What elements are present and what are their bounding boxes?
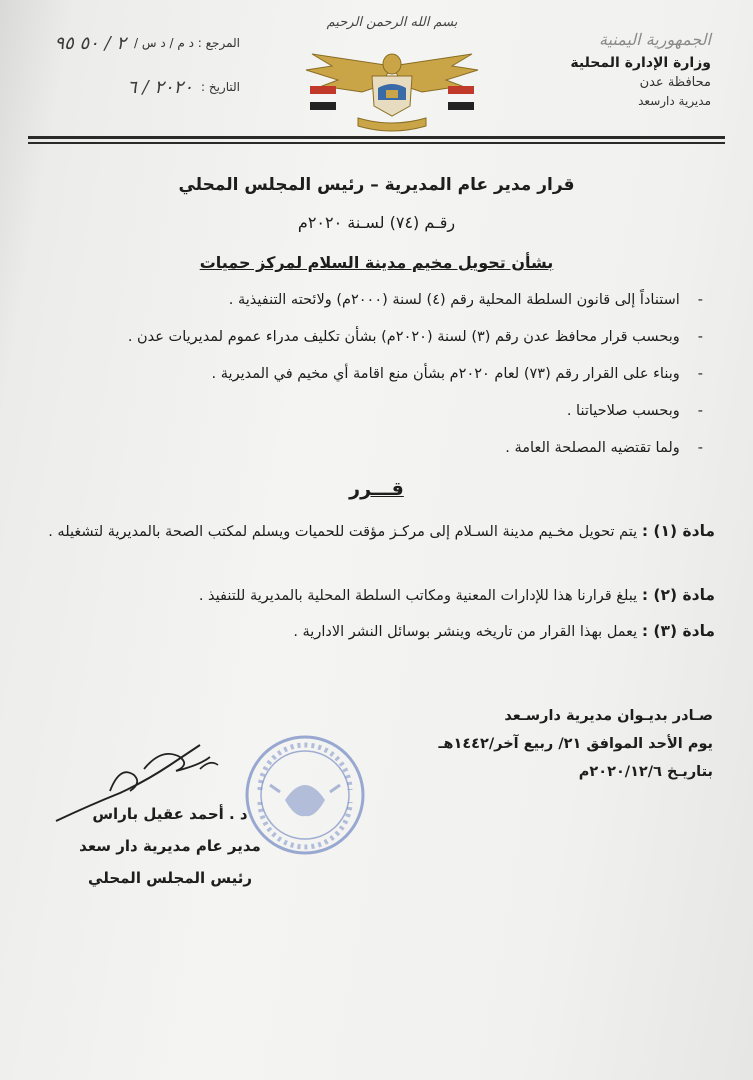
date-label: التاريخ : bbox=[200, 80, 240, 94]
preamble-list bbox=[50, 292, 703, 477]
issued-place: صـادر بديـوان مديرية دارسـعد bbox=[504, 708, 713, 724]
signatory-position: مدير عام مديرية دار سعد bbox=[79, 837, 261, 855]
article-label: مادة (٣) : bbox=[641, 622, 715, 640]
preamble-item: - ولما تقتضيه المصلحة العامة . bbox=[505, 440, 703, 456]
article-text: يتم تحويل مخـيم مدينة السـلام إلى مركـز مؤقت للحميات ويسلم لمكتب الصحة بالمديرية لتشغيله . bbox=[48, 524, 638, 540]
yemen-emblem bbox=[292, 10, 492, 140]
date-value: ٢٠٢٠ / ٦ bbox=[127, 76, 193, 98]
decision-subject: بشأن تحويل مخيم مدينة السلام لمركز حميات bbox=[199, 253, 554, 272]
directorate-name: مديرية دارسعد bbox=[638, 94, 711, 108]
signature-block bbox=[60, 805, 280, 887]
eagle-emblem-icon bbox=[292, 36, 492, 136]
preamble-item: - وبناء على القرار رقم (٧٣) لعام ٢٠٢٠م بشأن منع اقامة أي مخيم في المديرية . bbox=[211, 366, 703, 382]
decision-heading: قـــرر bbox=[349, 478, 404, 500]
decision-title: قرار مدير عام المديرية – رئيس المجلس المحلي bbox=[178, 175, 575, 195]
article-label: مادة (١) : bbox=[641, 522, 715, 540]
issued-gregorian-date: بتاريـخ ٢٠٢٠/١٢/٦م bbox=[578, 764, 713, 780]
article-3 bbox=[35, 618, 715, 646]
preamble-item: - استناداً إلى قانون السلطة المحلية رقم (٤) لسنة (٢٠٠٠م) ولائحته التنفيذية . bbox=[228, 292, 703, 308]
basmala: بسم الله الرحمن الرحيم bbox=[326, 15, 458, 30]
ministry-name: وزارة الإدارة المحلية bbox=[570, 55, 711, 71]
letterhead-reference bbox=[20, 30, 240, 100]
header-rule-thick bbox=[28, 136, 725, 139]
signatory-name: د . أحمد عقيل باراس bbox=[92, 805, 248, 823]
header-rule-thin bbox=[28, 142, 725, 144]
issued-hijri-date: يوم الأحد الموافق ٢١/ ربيع آخر/١٤٤٢هـ bbox=[438, 736, 713, 752]
article-2 bbox=[35, 582, 715, 610]
article-label: مادة (٢) : bbox=[641, 586, 715, 604]
article-1 bbox=[35, 518, 715, 546]
reference-value: ٢ / ٥٠ ٩٥ bbox=[54, 32, 127, 54]
decision-number: رقـم (٧٤) لسـنة ٢٠٢٠م bbox=[297, 213, 456, 232]
governorate-name: محافظة عدن bbox=[639, 75, 711, 90]
preamble-item: - وبحسب قرار محافظ عدن رقم (٣) لسنة (٢٠٢٠م) بشأن تكليف مدراء عموم لمديريات عدن . bbox=[127, 329, 703, 345]
signatory-title: رئيس المجلس المحلي bbox=[88, 869, 252, 887]
letterhead-ministry bbox=[521, 30, 711, 108]
article-text: يعمل بهذا القرار من تاريخه وينشر بوسائل النشر الادارية . bbox=[293, 624, 638, 640]
article-text: يبلغ قرارنا هذا للإدارات المعنية ومكاتب السلطة المحلية بالمديرية للتنفيذ . bbox=[198, 588, 638, 604]
reference-label: المرجع : د م / د س / bbox=[134, 36, 240, 50]
republic-name: الجمهورية اليمنية bbox=[598, 30, 711, 49]
preamble-item: - وبحسب صلاحياتنا . bbox=[566, 403, 703, 419]
issued-block bbox=[353, 702, 713, 786]
